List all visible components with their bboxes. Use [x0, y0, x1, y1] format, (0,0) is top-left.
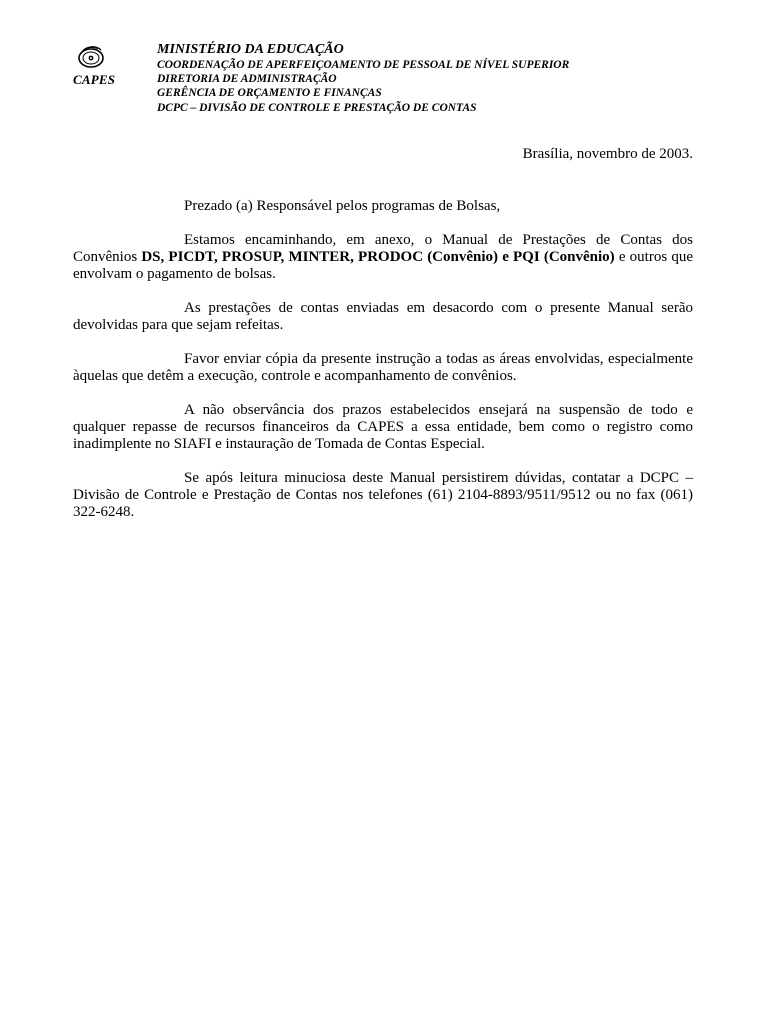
- paragraph: A não observância dos prazos estabelecidos ensejará na suspensão de todo e qualquer repasse de recursos financeiros da CAPES a essa entidade, bem como o registro como inadimplente no SIAFI e instauração de Tomada de Contas Especial.: [73, 402, 693, 452]
- paragraph: [73, 232, 693, 283]
- letterhead-line: DCPC – DIVISÃO DE CONTROLE E PRESTAÇÃO DE CONTAS: [157, 101, 477, 114]
- paragraph-text: e outros que envolvam o pagamento de bolsas.: [73, 249, 693, 282]
- paragraph-text: Estamos encaminhando, em anexo, o Manual de Prestações de Contas dos Convênios: [73, 232, 693, 265]
- paragraph: Favor enviar cópia da presente instrução a todas as áreas envolvidas, especialmente àquelas que detêm a execução, controle e acompanhamento de convênios.: [73, 351, 693, 384]
- letterhead-line: GERÊNCIA DE ORÇAMENTO E FINANÇAS: [157, 87, 382, 100]
- dateline: Brasília, novembro de 2003.: [522, 146, 693, 162]
- paragraph: As prestações de contas enviadas em desacordo com o presente Manual serão devolvidas para que sejam refeitas.: [73, 300, 693, 333]
- salutation: Prezado (a) Responsável pelos programas de Bolsas,: [184, 198, 501, 214]
- letter-body: [73, 198, 693, 538]
- letterhead-line: COORDENAÇÃO DE APERFEIÇOAMENTO DE PESSOAL DE NÍVEL SUPERIOR: [157, 59, 570, 71]
- paragraph: Se após leitura minuciosa deste Manual persistirem dúvidas, contatar a DCPC – Divisão de Controle e Prestação de Contas nos telefones (61) 2104-8893/9511/9512 ou no fax (061) 322-6248.: [73, 470, 693, 520]
- capes-logo: [66, 42, 126, 90]
- logo-text: CAPES: [73, 72, 116, 87]
- letterhead: [157, 41, 569, 115]
- program-list: DS, PICDT, PROSUP, MINTER, PRODOC (Convênio) e PQI (Convênio): [141, 249, 615, 265]
- capes-emblem-icon: [76, 44, 106, 70]
- letterhead-line: DIRETORIA DE ADMINISTRAÇÃO: [157, 73, 337, 86]
- ministry-title: MINISTÉRIO DA EDUCAÇÃO: [157, 42, 344, 57]
